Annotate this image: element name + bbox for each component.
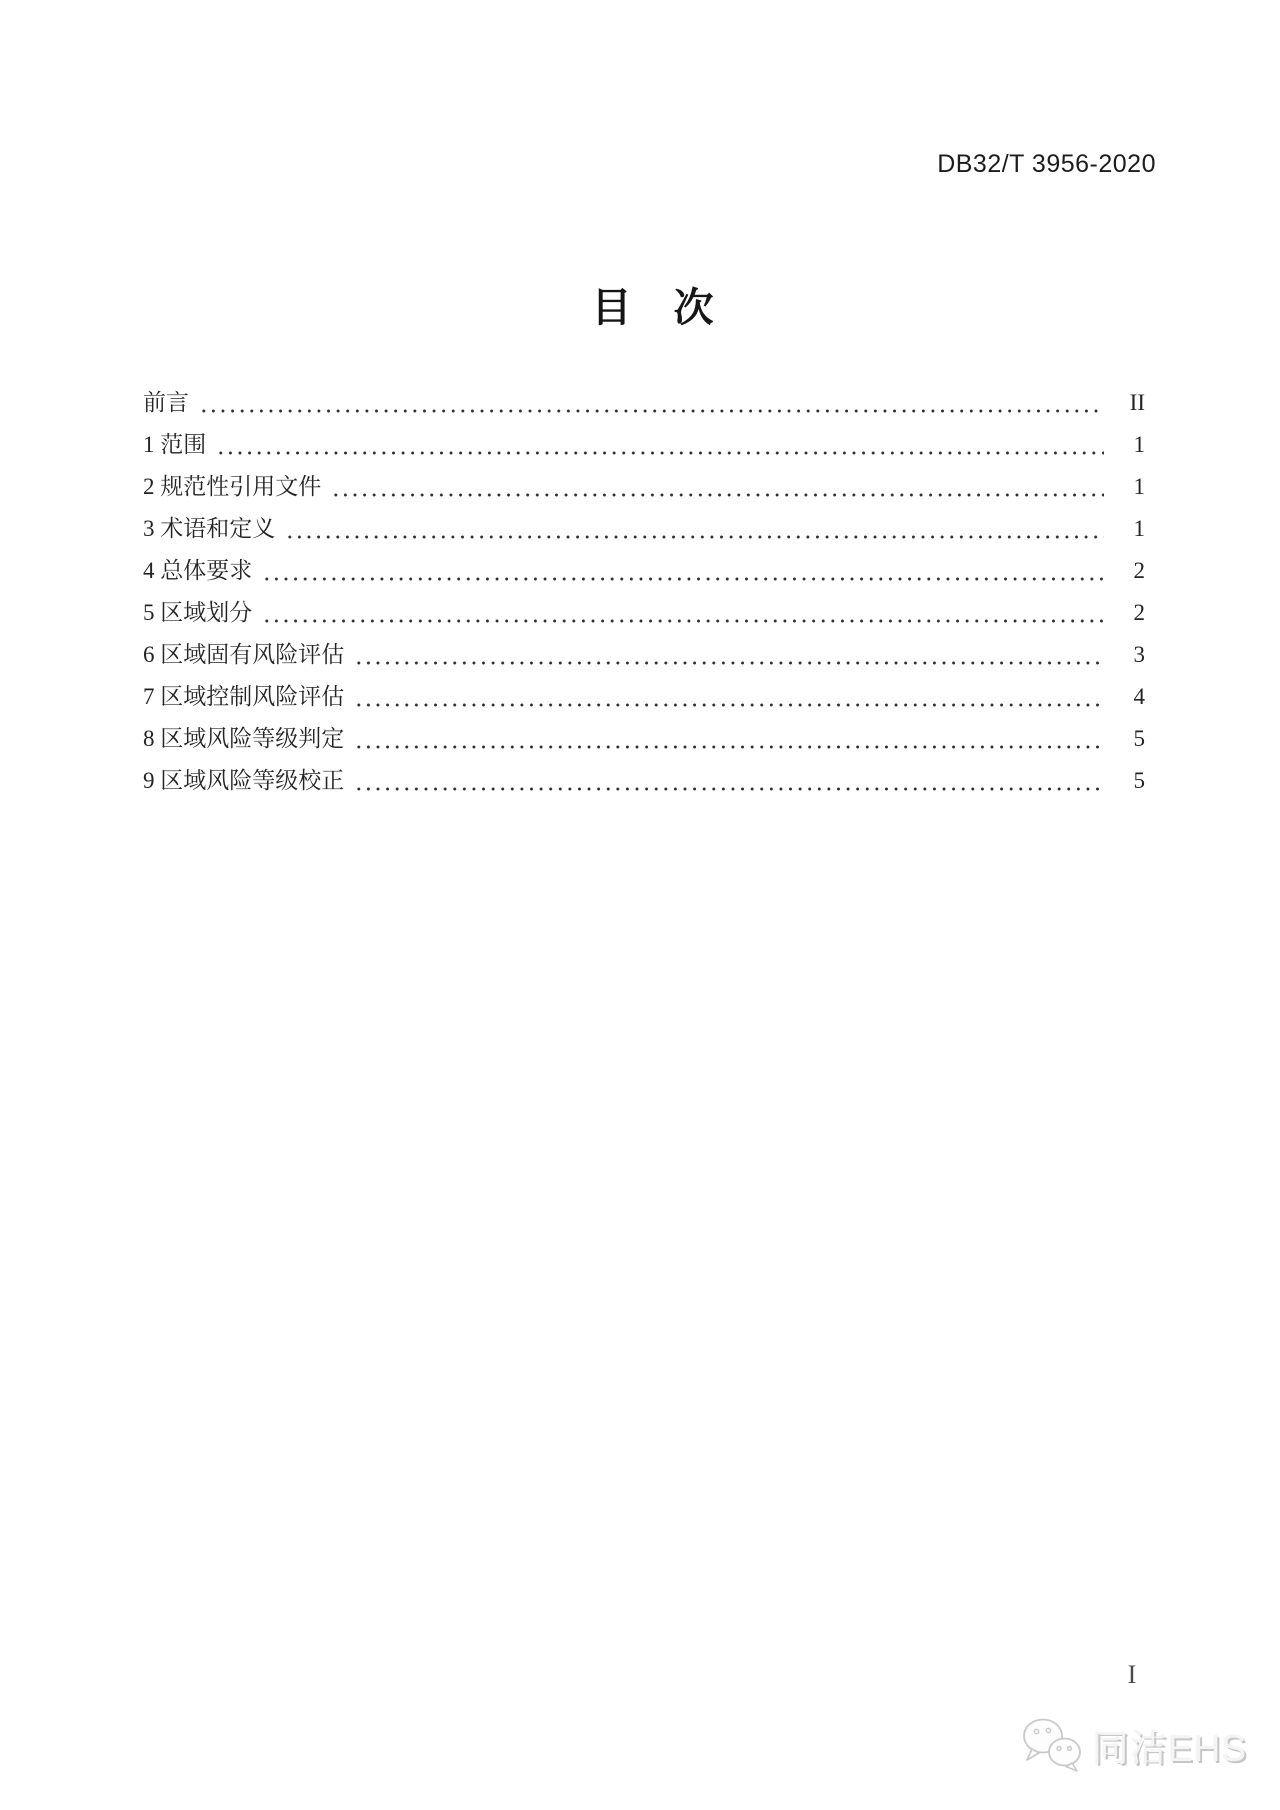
toc-entry-label: 3 术语和定义 bbox=[143, 516, 276, 541]
watermark bbox=[1022, 1717, 1247, 1773]
toc-entry-page-number: 3 bbox=[1133, 642, 1145, 667]
table-of-contents bbox=[143, 382, 1145, 802]
toc-entry-page-number: 4 bbox=[1133, 684, 1145, 709]
toc-entry-page-number: 2 bbox=[1133, 600, 1145, 625]
toc-entry-label: 7 区域控制风险评估 bbox=[143, 684, 345, 709]
standard-code: DB32/T 3956-2020 bbox=[937, 150, 1156, 178]
toc-entry-label: 5 区域划分 bbox=[143, 600, 253, 625]
toc-entry-page-number: 1 bbox=[1133, 432, 1145, 457]
dot-leader bbox=[199, 382, 1104, 424]
dot-leader bbox=[354, 634, 1104, 676]
toc-entry-label: 9 区域风险等级校正 bbox=[143, 768, 345, 793]
toc-entry-label: 前言 bbox=[143, 390, 189, 415]
toc-entry bbox=[143, 676, 1145, 718]
toc-entry bbox=[143, 508, 1145, 550]
toc-entry bbox=[143, 550, 1145, 592]
dot-leader bbox=[331, 466, 1104, 508]
toc-entry-page-number: 5 bbox=[1133, 768, 1145, 793]
dot-leader bbox=[354, 676, 1104, 718]
dot-leader bbox=[262, 592, 1104, 634]
dot-leader bbox=[285, 508, 1104, 550]
toc-entry-label: 2 规范性引用文件 bbox=[143, 474, 322, 499]
toc-entry bbox=[143, 592, 1145, 634]
dot-leader bbox=[216, 424, 1104, 466]
toc-entry-page-number: 2 bbox=[1133, 558, 1145, 583]
toc-entry-page-number: 5 bbox=[1133, 726, 1145, 751]
toc-entry bbox=[143, 634, 1145, 676]
dot-leader bbox=[354, 718, 1104, 760]
toc-entry bbox=[143, 760, 1145, 802]
dot-leader bbox=[262, 550, 1104, 592]
toc-entry-label: 1 范围 bbox=[143, 432, 207, 457]
watermark-text: 同洁EHS bbox=[1091, 1728, 1247, 1769]
wechat-icon bbox=[1022, 1717, 1084, 1773]
toc-entry-label: 8 区域风险等级判定 bbox=[143, 726, 345, 751]
toc-entry bbox=[143, 718, 1145, 760]
dot-leader bbox=[354, 760, 1104, 802]
toc-entry-page-number: 1 bbox=[1133, 516, 1145, 541]
page-number-footer: I bbox=[1127, 1660, 1137, 1689]
toc-entry-page-number: II bbox=[1129, 390, 1145, 415]
toc-entry bbox=[143, 424, 1145, 466]
toc-entry-label: 4 总体要求 bbox=[143, 558, 253, 583]
toc-entry bbox=[143, 466, 1145, 508]
toc-entry bbox=[143, 382, 1145, 424]
toc-entry-label: 6 区域固有风险评估 bbox=[143, 642, 345, 667]
page-title: 目 次 bbox=[591, 286, 715, 330]
toc-entry-page-number: 1 bbox=[1133, 474, 1145, 499]
